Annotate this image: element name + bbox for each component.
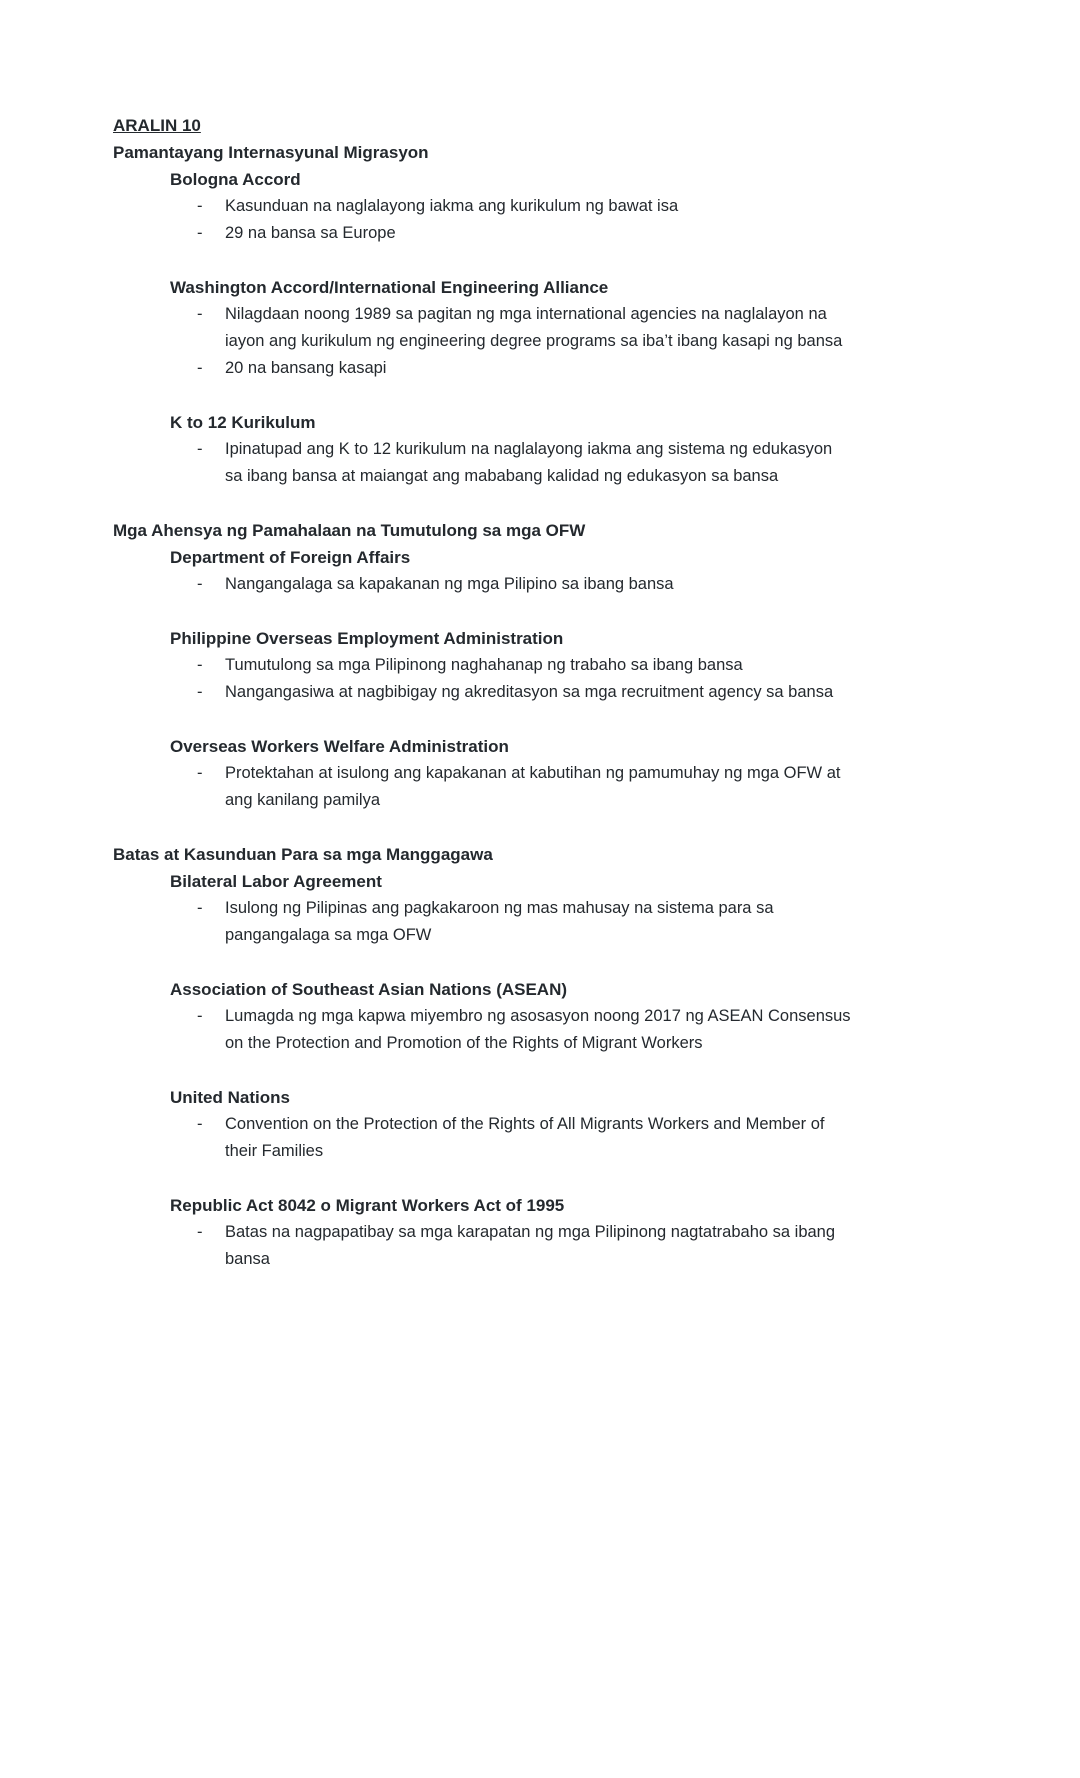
subsection-title: Association of Southeast Asian Nations (ASEAN) [170,980,568,999]
bullet-list [113,301,852,382]
bullet-text: Nangangalaga sa kapakanan ng mga Pilipino sa ibang bansa [225,575,674,593]
bullet-list [113,1003,852,1057]
dash-marker: - [197,197,203,215]
bullet-list [113,760,852,814]
bullet-text: Lumagda ng mga kapwa miyembro ng asosasyon noong 2017 ng ASEAN Consensus on the Protection and Promotion of the Rights of Migrant Workers [225,1007,851,1052]
subsection-asean [113,976,852,1057]
bullet-list [113,436,852,490]
subsection-title: United Nations [170,1088,290,1107]
dash-marker: - [197,575,203,593]
section-mga-ahensya-ng-pamahalaan [113,517,852,814]
bullet-text: Convention on the Protection of the Rights of All Migrants Workers and Member of their Families [225,1115,825,1160]
bullet-item [113,355,852,382]
dash-marker: - [197,1223,203,1241]
subsection-title: Department of Foreign Affairs [170,548,411,567]
section-heading: Pamantayang Internasyunal Migrasyon [113,143,429,162]
dash-marker: - [197,683,203,701]
section-pamantayang-internasyunal-migrasyon [113,139,852,490]
bullet-item [113,220,852,247]
dash-marker: - [197,1115,203,1133]
subsection-title: Philippine Overseas Employment Administration [170,629,564,648]
dash-marker: - [197,224,203,242]
dash-marker: - [197,359,203,377]
bullet-item [113,301,852,355]
dash-marker: - [197,764,203,782]
bullet-text: 20 na bansang kasapi [225,359,387,377]
section-heading: Mga Ahensya ng Pamahalaan na Tumutulong sa mga OFW [113,521,586,540]
subsection-title: Bilateral Labor Agreement [170,872,382,891]
subsection-bologna-accord [113,166,852,247]
bullet-list [113,571,852,598]
bullet-list [113,895,852,949]
dash-marker: - [197,440,203,458]
bullet-text: Tumutulong sa mga Pilipinong naghahanap ng trabaho sa ibang bansa [225,656,743,674]
dash-marker: - [197,305,203,323]
bullet-list [113,652,852,706]
subsection-title: Republic Act 8042 o Migrant Workers Act of 1995 [170,1196,565,1215]
doc-title: ARALIN 10 [113,116,201,135]
subsection-title: Overseas Workers Welfare Administration [170,737,509,756]
subsection-k-to-12-kurikulum [113,409,852,490]
bullet-list [113,193,852,247]
subsection-republic-act-8042 [113,1192,852,1273]
bullet-text: Isulong ng Pilipinas ang pagkakaroon ng mas mahusay na sistema para sa pangangalaga sa mga OFW [225,899,774,944]
section-batas-at-kasunduan [113,841,852,1273]
bullet-item [113,1111,852,1165]
subsection-overseas-workers-welfare-administration [113,733,852,814]
bullet-text: 29 na bansa sa Europe [225,224,396,242]
subsection-title: Bologna Accord [170,170,301,189]
bullet-item [113,679,852,706]
bullet-item [113,571,852,598]
bullet-item [113,895,852,949]
bullet-item [113,193,852,220]
subsection-washington-accord [113,274,852,382]
bullet-item [113,652,852,679]
bullet-item [113,1003,852,1057]
bullet-text: Nangangasiwa at nagbibigay ng akreditasyon sa mga recruitment agency sa bansa [225,683,834,701]
dash-marker: - [197,899,203,917]
subsection-united-nations [113,1084,852,1165]
bullet-item [113,436,852,490]
bullet-text: Kasunduan na naglalayong iakma ang kurikulum ng bawat isa [225,197,679,215]
dash-marker: - [197,1007,203,1025]
bullet-text: Ipinatupad ang K to 12 kurikulum na naglalayong iakma ang sistema ng edukasyon sa ibang bansa at maiangat ang mababang kalidad ng edukasyon sa bansa [225,440,833,485]
dash-marker: - [197,656,203,674]
bullet-list [113,1111,852,1165]
bullet-list [113,1219,852,1273]
subsection-title: K to 12 Kurikulum [170,413,316,432]
bullet-text: Protektahan at isulong ang kapakanan at kabutihan ng pamumuhay ng mga OFW at ang kanilang pamilya [225,764,841,809]
bullet-item [113,1219,852,1273]
bullet-text: Batas na nagpapatibay sa mga karapatan ng mga Pilipinong nagtatrabaho sa ibang bansa [225,1223,836,1268]
subsection-philippine-overseas-employment-administration [113,625,852,706]
section-heading: Batas at Kasunduan Para sa mga Manggagawa [113,845,493,864]
bullet-text: Nilagdaan noong 1989 sa pagitan ng mga international agencies na naglalayon na iayon ang kurikulum ng engineering degree programs sa iba’t ibang kasapi ng bansa [225,305,843,350]
bullet-item [113,760,852,814]
subsection-department-of-foreign-affairs [113,544,852,598]
subsection-bilateral-labor-agreement [113,868,852,949]
subsection-title: Washington Accord/International Engineering Alliance [170,278,609,297]
